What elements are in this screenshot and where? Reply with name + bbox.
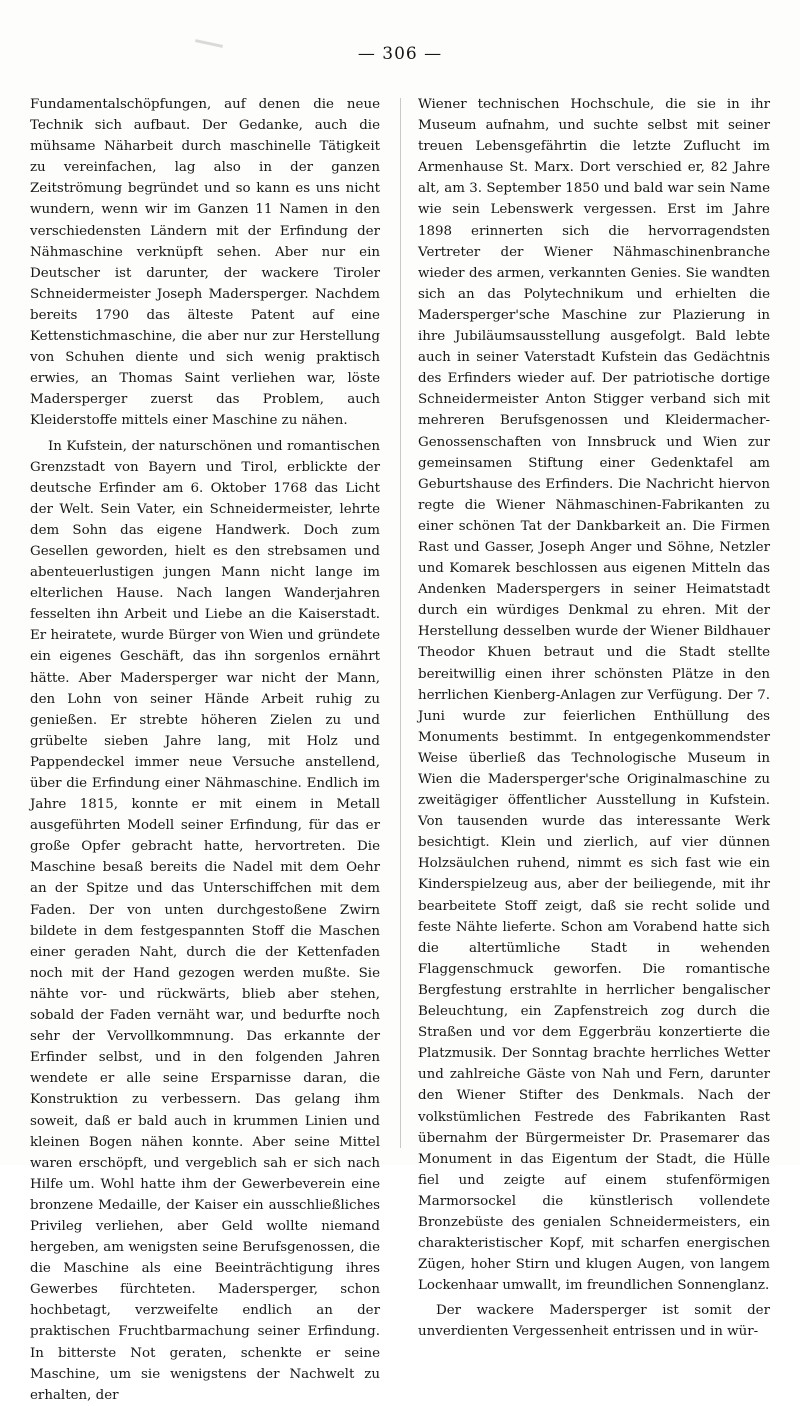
page-number: — 306 — bbox=[357, 44, 443, 64]
right-column bbox=[418, 94, 770, 1343]
paragraph-right-1: Wiener technischen Hochschule, die sie in ihr Museum aufnahm, und suchte selbst mit seiner treuen Lebensgefährtin die letzte Zuflucht im Armenhause St. Marx. Dort verschied er, 82 Jahre alt, am 3. September 1850 und bald war sein Name wie sein Lebenswerk vergessen. Erst im Jahre 1898 erinnerten sich die hervorragendsten Vertreter der Wiener Nähmaschinenbranche wieder des armen, verkannten Genies. Sie wandten sich an das Polytechnikum und erhielten die Madersperger'sche Maschine zur Plazierung in ihre Jubiläumsausstellung ausgefolgt. Bald lebte auch in seiner Vaterstadt Kufstein das Gedächtnis des Erfinders wieder auf. Der patriotische dortige Schneidermeister Anton Stigger verband sich mit mehreren Berufsgenossen und Kleidermacher-Genossenschaften von Innsbruck und Wien zur gemeinsamen Stiftung einer Gedenktafel am Geburtshause des Erfinders. Die Nachricht hiervon regte die Wiener Nähmaschinen-Fabrikanten zu einer schönen Tat der Dankbarkeit an. Die Firmen Rast und Gasser, Joseph Anger und Söhne, Netzler und Komarek beschlossen aus eigenen Mitteln das Andenken Maderspergers in seiner Heimatstadt durch ein würdiges Denkmal zu ehren. Mit der Herstellung desselben wurde der Wiener Bildhauer Theodor Khuen betraut und die Stadt stellte bereitwillig einen ihrer schönsten Plätze in den herrlichen Kienberg-Anlagen zur Verfügung. Der 7. Juni wurde zur feierlichen Enthüllung des Monuments bestimmt. In entgegenkommendster Weise überließ das Technologische Museum in Wien die Madersperger'sche Originalmaschine zu zweitägiger öffentlicher Ausstellung in Kufstein. Von tausenden wurde das interessante Werk besichtigt. Klein und zierlich, auf vier dünnen Holzsäulchen ruhend, nimmt es sich fast wie ein Kinderspielzeug aus, aber der beiliegende, mit ihr bearbeitete Stoff zeigt, daß sie recht solide und feste Nähte lieferte. Schon am Vorabend hatte sich die altertümliche Stadt in wehenden Flaggenschmuck geworfen. Die romantische Bergfestung erstrahlte in herrlicher bengalischer Beleuchtung, ein Zapfenstreich zog durch die Straßen und vor dem Eggerbräu konzertierte die Platzmusik. Der Sonntag brachte herrliches Wetter und zahlreiche Gäste von Nah und Fern, darunter den Wiener Stifter des Denkmals. Nach der volkstümlichen Festrede des Fabrikanten Rast übernahm der Bürgermeister Dr. Prasemarer das Monument in das Eigentum der Stadt, die Hülle fiel und zeigte auf einem stufenförmigen Marmorsockel die künstlerisch vollendete Bronzebüste des genialen Schneidermeisters, ein charakteristischer Kopf, mit scharfen energischen Zügen, hoher Stirn und klugen Augen, von langem Lockenhaar umwallt, im freundlichen Sonnenglanz. bbox=[418, 97, 770, 1294]
paragraph-left-1: Fundamentalschöpfungen, auf denen die neue Technik sich aufbaut. Der Gedanke, auch die mühsame Näharbeit durch maschinelle Tätigkeit zu vereinfachen, lag also in der ganzen Zeitströmung begründet und so kann es uns nicht wundern, wenn wir im Ganzen 11 Namen in den verschiedensten Ländern mit der Erfindung der Nähmaschine verknüpft sehen. Aber nur ein Deutscher ist darunter, der wackere Tiroler Schneidermeister Joseph Madersperger. Nachdem bereits 1790 das älteste Patent auf eine Kettenstichmaschine, die aber nur zur Herstellung von Schuhen diente und sich wenig praktisch erwies, an Thomas Saint verliehen war, löste Madersperger zuerst das Problem, auch Kleiderstoffe mittels einer Maschine zu nähen. bbox=[30, 97, 380, 429]
paragraph-right-2: Der wackere Madersperger ist somit der unverdienten Vergessenheit entrissen und in wür- bbox=[418, 1303, 770, 1340]
column-divider bbox=[400, 98, 401, 1148]
paragraph-left-2: In Kufstein, der naturschönen und romantischen Grenzstadt von Bayern und Tirol, erblickte der deutsche Erfinder am 6. Oktober 1768 das Licht der Welt. Sein Vater, ein Schneidermeister, lehrte dem Sohn das eigene Handwerk. Doch zum Gesellen geworden, hielt es den strebsamen und abenteuerlustigen jungen Mann nicht lange im elterlichen Hause. Nach langen Wanderjahren fesselten ihn Arbeit und Liebe an die Kaiserstadt. Er heiratete, wurde Bürger von Wien und gründete ein eigenes Geschäft, das ihn sorgenlos ernährt hätte. Aber Madersperger war nicht der Mann, den Lohn von seiner Hände Arbeit ruhig zu genießen. Er strebte höheren Zielen zu und grübelte sieben Jahre lang, mit Holz und Pappendeckel immer neue Versuche anstellend, über die Erfindung einer Nähmaschine. Endlich im Jahre 1815, konnte er mit einem in Metall ausgeführten Modell seiner Erfindung, für das er große Opfer gebracht hatte, hervortreten. Die Maschine besaß bereits die Nadel mit dem Oehr an der Spitze und das Unterschiffchen mit dem Faden. Der von unten durchgestoßene Zwirn bildete in dem festgespannten Stoff die Maschen einer geraden Naht, durch die der Kettenfaden noch mit der Hand gezogen werden mußte. Sie nähte vor- und rückwärts, blieb aber stehen, sobald der Faden vernäht war, und bedurfte noch sehr der Vervollkommnung. Das erkannte der Erfinder selbst, und in den folgenden Jahren wendete er alle seine Ersparnisse daran, die Konstruktion zu verbessern. Das gelang ihm soweit, daß er bald auch in krummen Linien und kleinen Bogen nähen konnte. Aber seine Mittel waren erschöpft, und vergeblich sah er sich nach Hilfe um. Wohl hatte ihm der Gewerbeverein eine bronzene Medaille, der Kaiser ein ausschließliches Privileg verliehen, aber Geld wollte niemand hergeben, am wenigsten seine Berufsgenossen, die die Maschine als eine Beeinträchtigung ihres Gewerbes fürchteten. Madersperger, schon hochbetagt, verzweifelte endlich an der praktischen Fruchtbarmachung seiner Erfindung. In bitterste Not geraten, schenkte er seine Maschine, um sie wenigstens der Nachwelt zu erhalten, der bbox=[30, 438, 380, 1403]
left-column bbox=[30, 94, 380, 1406]
